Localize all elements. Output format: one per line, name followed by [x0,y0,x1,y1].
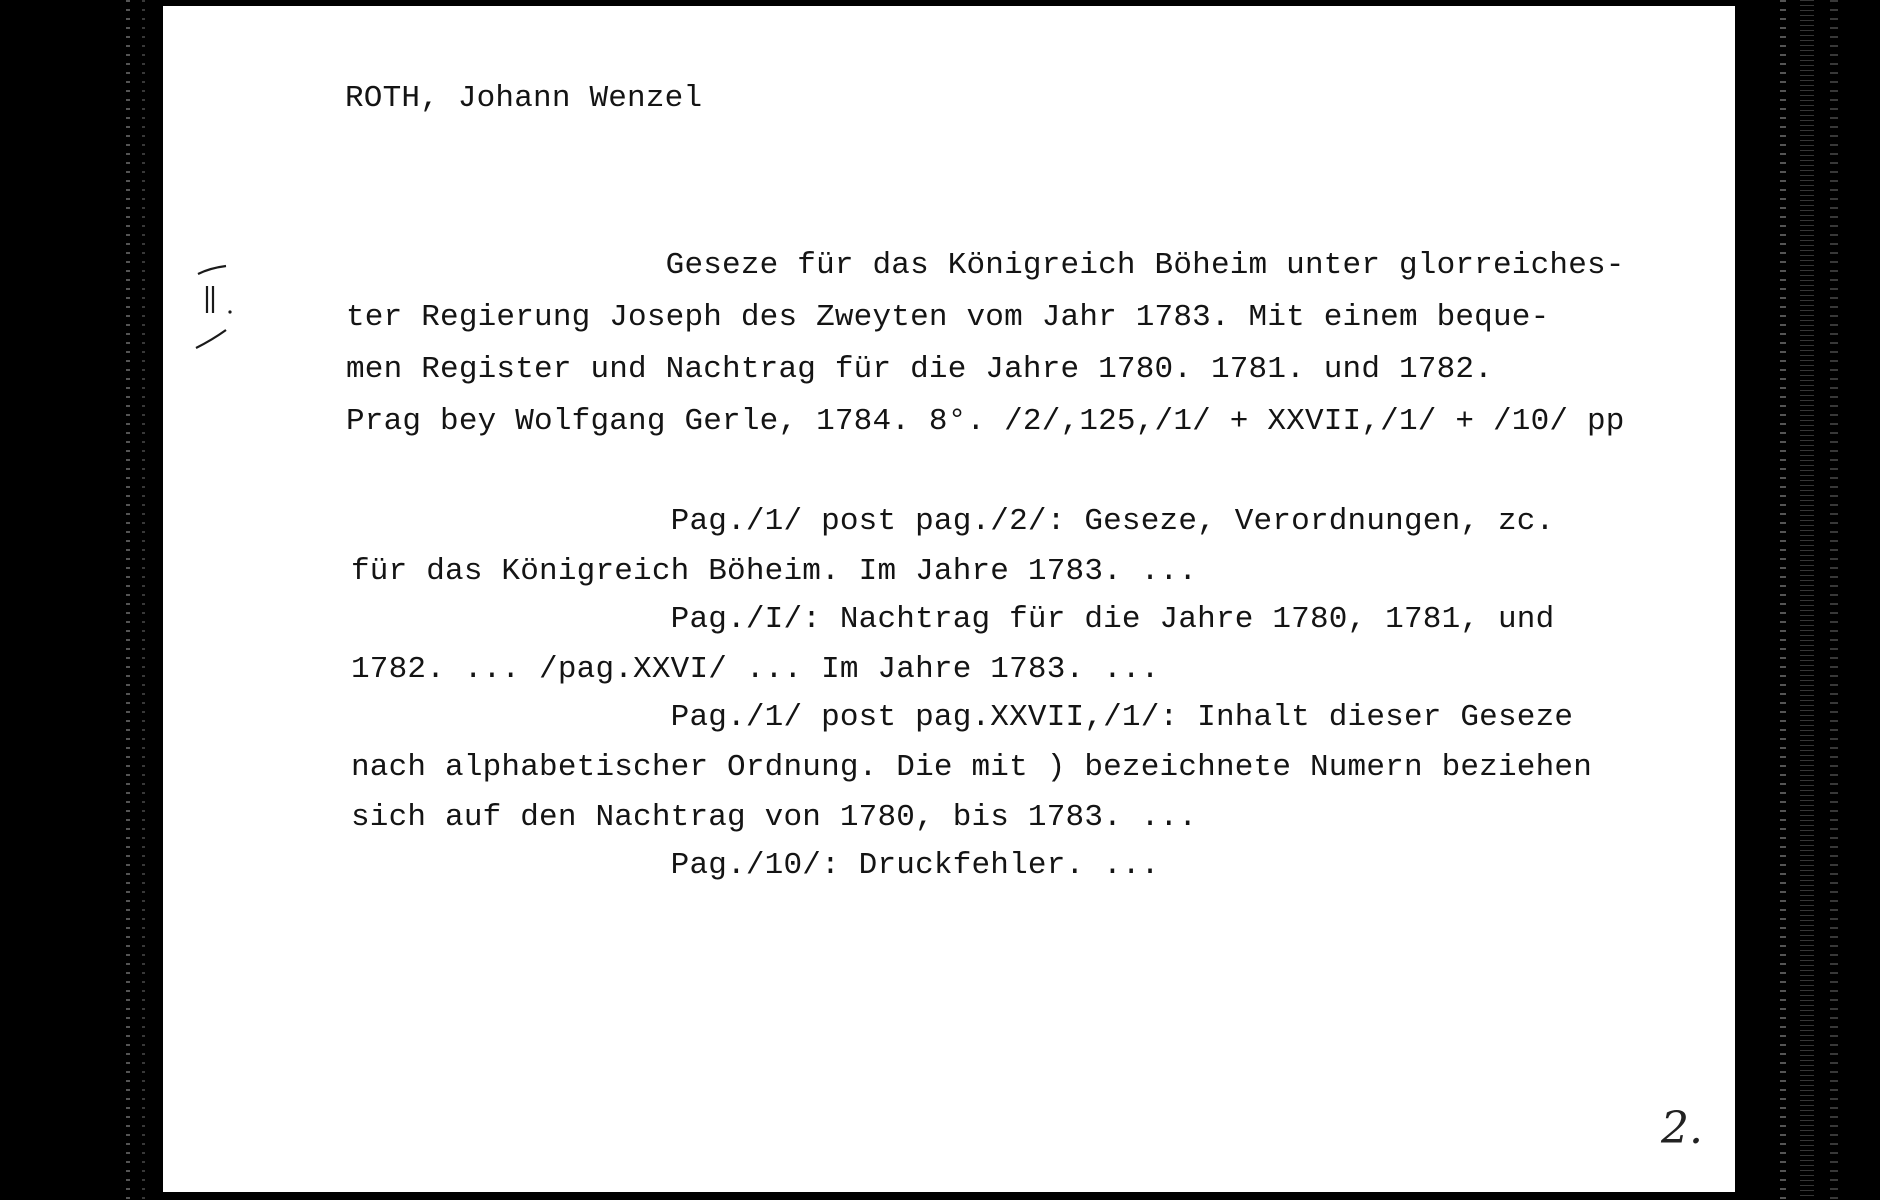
entry-line-4: Prag bey Wolfgang Gerle, 1784. 8°. /2/,125,/1/ + XXVII,/1/ + /10/ pp [346,404,1625,439]
scan-edge-left-inner [142,0,145,1200]
note-line-3: Pag./I/: Nachtrag für die Jahre 1780, 1781, und [351,602,1555,637]
entry-line-3: men Register und Nachtrag für die Jahre 1780. 1781. und 1782. [346,352,1493,387]
note-line-7: sich auf den Nachtrag von 1780, bis 1783. ... [351,800,1198,835]
catalog-card [163,6,1735,1192]
entry-line-1: Geseze für das Königreich Böheim unter glorreiches- [346,248,1625,283]
margin-mark-ii [188,256,238,356]
page-number: 2. [1661,1103,1703,1154]
scan-edge-right [1780,0,1786,1200]
entry-line-2: ter Regierung Joseph des Zweyten vom Jahr 1783. Mit einem beque- [346,300,1550,335]
note-line-6: nach alphabetischer Ordnung. Die mit ) bezeichnete Numern beziehen [351,750,1592,785]
note-line-4: 1782. ... /pag.XXVI/ ... Im Jahre 1783. ... [351,652,1160,687]
scan-edge-left [126,0,130,1200]
note-line-8: Pag./10/: Druckfehler. ... [351,848,1160,883]
note-line-5: Pag./1/ post pag.XXVII,/1/: Inhalt dieser Geseze [351,700,1574,735]
scan-edge-right-outer [1830,0,1838,1200]
scan-edge-right-texture [1800,0,1814,1200]
note-line-2: für das Königreich Böheim. Im Jahre 1783. ... [351,554,1198,589]
note-line-1: Pag./1/ post pag./2/: Geseze, Verordnungen, zc. [351,504,1555,539]
author-heading: ROTH, Johann Wenzel [345,81,703,116]
